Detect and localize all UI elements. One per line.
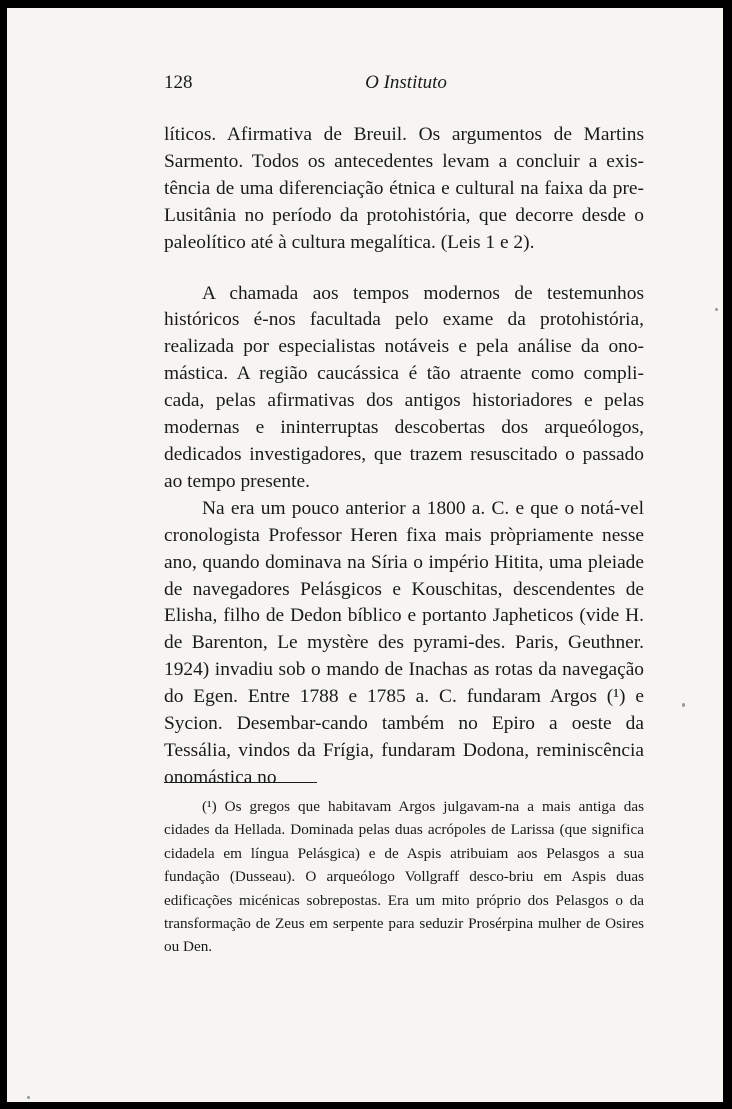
body-text [164,122,644,792]
paragraph-1: líticos. Afirmativa de Breuil. Os argumentos de Martins Sarmento. Todos os antecedentes levam a concluir a exis-tência de uma diferenciação étnica e cultural na faixa da pre-Lusitânia no período da protohistória, que decorre desde o paleolítico até à cultura megalítica. (Leis 1 e 2). [164,124,644,253]
paragraph-2: A chamada aos tempos modernos de testemunhos históricos é-nos facultada pelo exame da protohistória, realizada por especialistas notáveis e pela análise da ono-mástica. A região caucássica é tão atraente como compli-cada, pelas afirmativas dos antigos historiadores e pelas modernas e ininterruptas descobertas dos arqueólogos, dedicados investigadores, que trazem resuscitado o passado ao tempo presente. [164,282,644,492]
book-page [7,8,723,1102]
running-title: O Instituto [365,72,447,93]
paragraph-gap [164,257,644,281]
paper-speck [715,308,718,311]
footnote: (¹) Os gregos que habitavam Argos julgavam-na a mais antiga das cidades da Hellada. Dominada pelas duas acrópoles de Larissa (que significa cidadela em língua Pelásgica) e de Aspis atribuiam aos Pelasgos a sua fundação (Dusseau). O arqueólogo Vollgraff desco-briu em Aspis duas edificações micénicas sobrepostas. Era um mito próprio dos Pelasgos o da transformação de Zeus em serpente para seduzir Prosérpina mulher de Osires ou Den. [164,798,644,956]
running-head [164,72,644,96]
footnote-rule [164,782,317,783]
page-number: 128 [164,72,193,93]
paper-speck [27,1096,30,1099]
paragraph-3: Na era um pouco anterior a 1800 a. C. e que o notá-vel cronologista Professor Heren fixa mais pròpriamente nesse ano, quando dominava na Síria o império Hitita, uma pleiade de navegadores Pelásgicos e Kouschitas, descendentes de Elisha, filho de Dedon bíblico e portanto Japheticos (vide H. de Barenton, Le mystère des pyrami-des. Paris, Geuthner. 1924) invadiu sob o mando de Inachas as rotas da navegação do Egen. Entre 1788 e 1785 a. C. fundaram Argos (¹) e Sycion. Desembar-cando também no Epiro a oeste da Tessália, vindos da Frígia, fundaram Dodona, reminiscência onomástica no [164,497,644,788]
paper-speck [682,703,685,707]
